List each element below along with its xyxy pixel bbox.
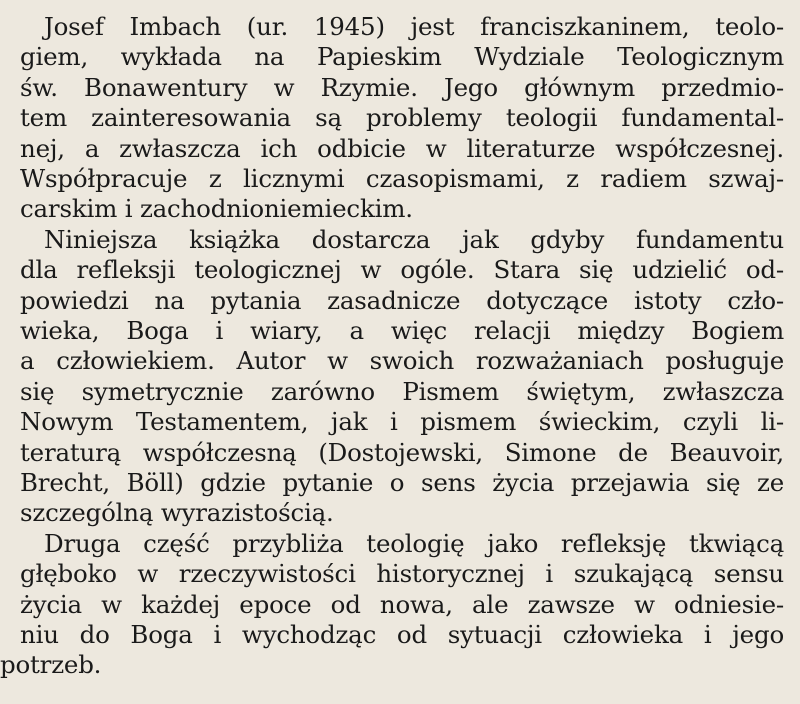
text-line: wieka, Boga i wiary, a więc relacji między Bogiem xyxy=(20,316,784,345)
text-line: Niniejsza książka dostarcza jak gdyby fundamentu xyxy=(44,224,784,254)
text-line: życia w każdej epoce od nowa, ale zawsze w odniesie- xyxy=(20,589,784,619)
text-line: Brecht, Böll) gdzie pytanie o sens życia przejawia się ze xyxy=(20,468,784,497)
text-line: potrzeb. xyxy=(0,650,102,680)
text-line: teraturą współczesną (Dostojewski, Simone de Beauvoir, xyxy=(20,437,784,467)
text-line: a człowiekiem. Autor w swoich rozważaniach posługuje xyxy=(20,346,784,376)
text-line: Josef Imbach (ur. 1945) jest franciszkaninem, teolo- xyxy=(44,12,784,41)
text-line: św. Bonawentury w Rzymie. Jego głównym przedmio- xyxy=(20,72,784,102)
text-line: się symetrycznie zarówno Pismem świętym, zwłaszcza xyxy=(20,376,784,406)
text-line: nej, a zwłaszcza ich odbicie w literaturze współczesnej. xyxy=(20,133,784,163)
text-line: Współpracuje z licznymi czasopismami, z radiem szwaj- xyxy=(20,164,784,193)
text-line: carskim i zachodnioniemieckim. xyxy=(20,194,413,224)
text-line: tem zainteresowania są problemy teologii fundamental- xyxy=(20,103,784,133)
text-line: szczególną wyrazistością. xyxy=(20,498,334,528)
text-line: niu do Boga i wychodząc od sytuacji człowieka i jego xyxy=(20,620,784,649)
text-line: Nowym Testamentem, jak i pismem świeckim, czyli li- xyxy=(20,407,784,437)
text-line: powiedzi na pytania zasadnicze dotyczące istoty czło- xyxy=(20,285,784,315)
text-line: głęboko w rzeczywistości historycznej i szukającą sensu xyxy=(20,559,784,589)
text-line: Druga część przybliża teologię jako refleksję tkwiącą xyxy=(44,528,784,558)
text-line: dla refleksji teologicznej w ogóle. Stara się udzielić od- xyxy=(20,255,784,285)
text-line: giem, wykłada na Papieskim Wydziale Teologicznym xyxy=(20,42,784,72)
